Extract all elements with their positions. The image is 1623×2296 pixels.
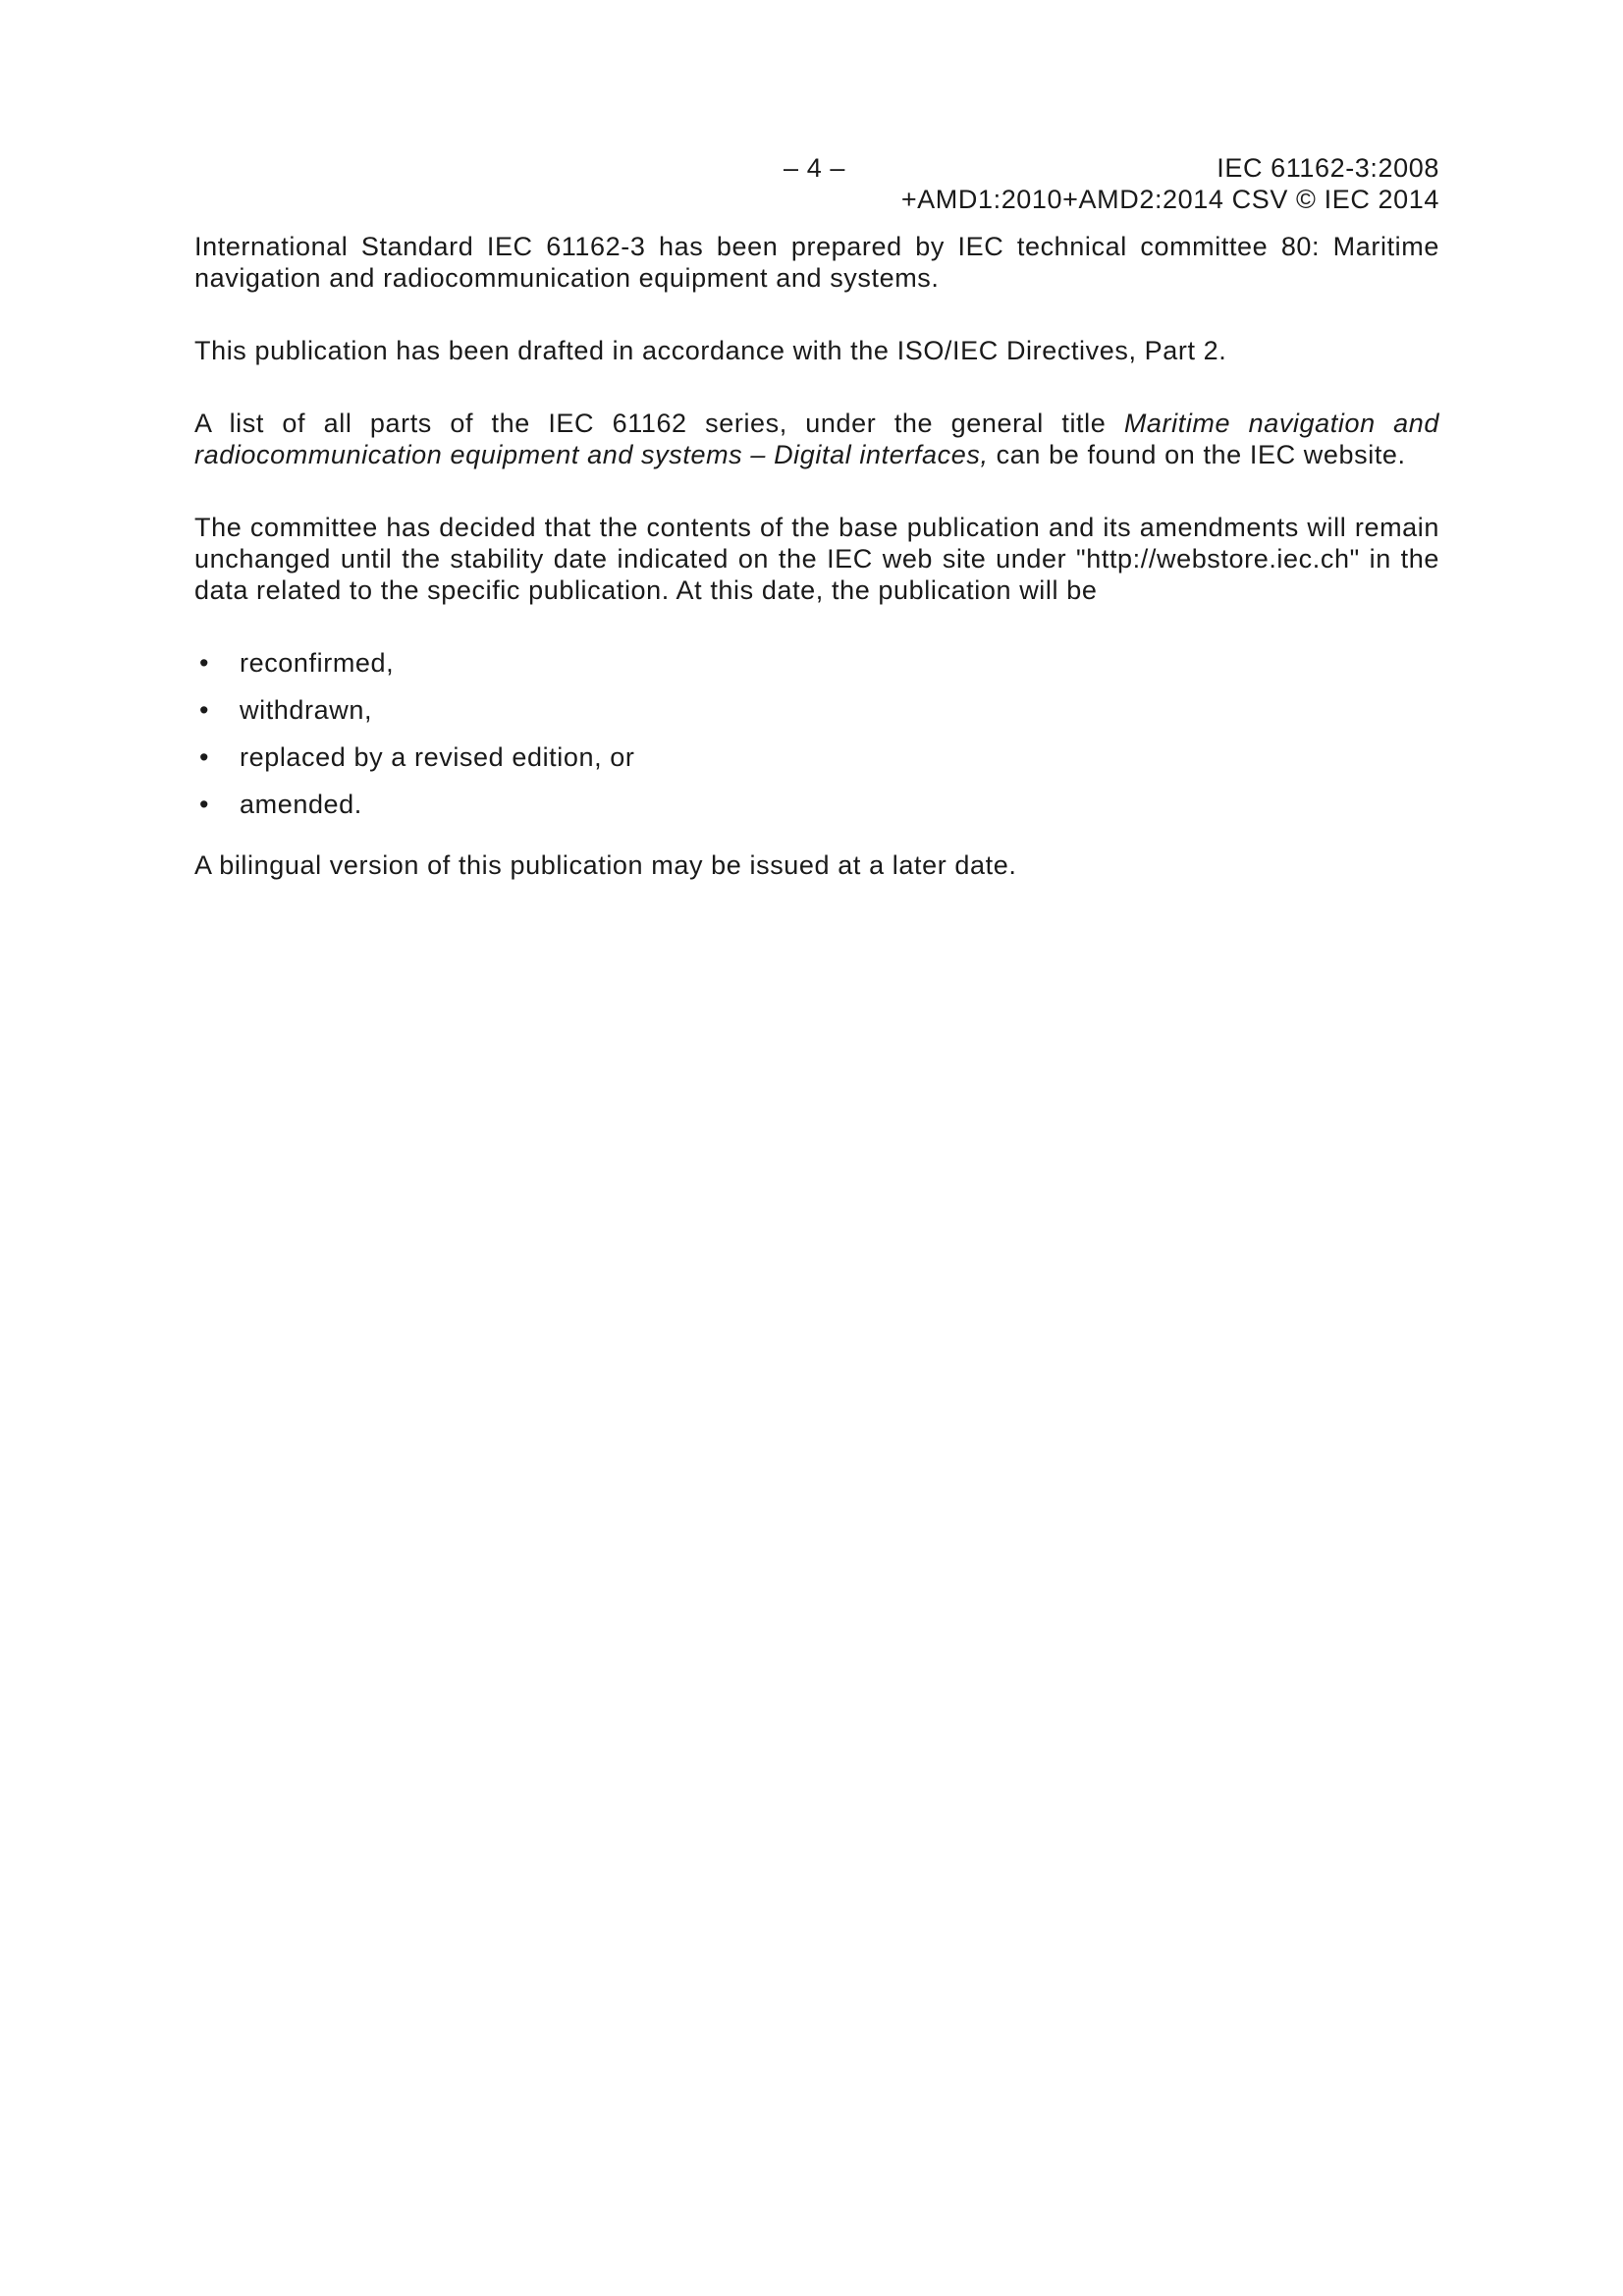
list-item bbox=[194, 694, 1439, 726]
series-list-text-end: can be found on the IEC website. bbox=[988, 440, 1406, 469]
bullet-icon: • bbox=[199, 648, 210, 678]
page-number: – 4 – bbox=[784, 153, 846, 183]
bullet-icon: • bbox=[199, 790, 210, 819]
list-item bbox=[194, 647, 1439, 679]
list-item-text: withdrawn, bbox=[240, 695, 373, 725]
series-general-title: Maritime navigation and radiocommunication equipment and systems – Digital interfaces, bbox=[194, 409, 1439, 469]
document-body bbox=[194, 231, 1439, 922]
list-item bbox=[194, 741, 1439, 773]
list-item-text: amended. bbox=[240, 790, 362, 819]
status-bullet-list bbox=[194, 647, 1439, 820]
paragraph-series-list bbox=[194, 408, 1439, 470]
standard-reference-line-1: IEC 61162-3:2008 bbox=[1217, 153, 1439, 183]
paragraph-directives: This publication has been drafted in accordance with the ISO/IEC Directives, Part 2. bbox=[194, 336, 1227, 365]
bullet-icon: • bbox=[199, 695, 210, 725]
page-header bbox=[194, 152, 1439, 221]
paragraph-bilingual: A bilingual version of this publication may be issued at a later date. bbox=[194, 850, 1017, 880]
series-list-text-start: A list of all parts of the IEC 61162 series, under the general title bbox=[194, 409, 1124, 438]
list-item-text: replaced by a revised edition, or bbox=[240, 742, 635, 772]
standard-reference bbox=[901, 152, 1439, 215]
list-item bbox=[194, 789, 1439, 820]
standard-reference-line-2: +AMD1:2010+AMD2:2014 CSV © IEC 2014 bbox=[900, 185, 1439, 214]
bullet-icon: • bbox=[199, 742, 210, 772]
list-item-text: reconfirmed, bbox=[240, 648, 395, 678]
paragraph-prepared-by: International Standard IEC 61162-3 has been prepared by IEC technical committee 80: Maritime navigation and radiocommunication equipment and systems. bbox=[194, 232, 1439, 293]
paragraph-stability: The committee has decided that the contents of the base publication and its amendments will remain unchanged until the stability date indicated on the IEC web site under "http://webstore.iec.ch" in the data related to the specific publication. At this date, the publication will be bbox=[194, 513, 1439, 605]
